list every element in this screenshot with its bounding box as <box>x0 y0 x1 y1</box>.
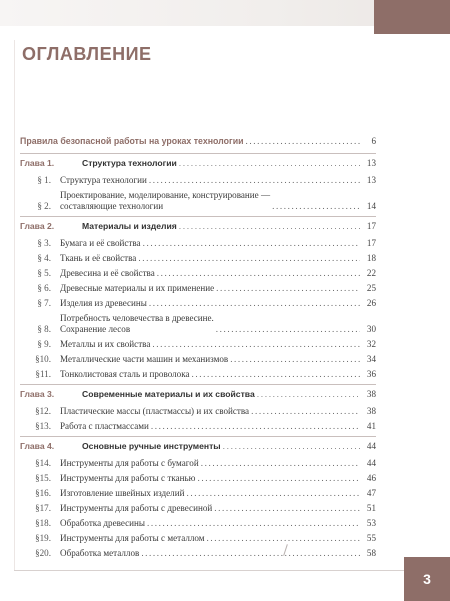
leader-dots <box>251 406 360 417</box>
section-number: §14. <box>35 458 51 468</box>
section-title-line: Проектирование, моделирование, конструирование — <box>60 190 271 200</box>
leader-dots <box>179 221 360 232</box>
toc-entry[interactable] <box>20 533 376 544</box>
toc-entry[interactable] <box>20 175 376 186</box>
chapter-title: Структура технологии <box>82 158 177 168</box>
section-page: 46 <box>366 473 376 483</box>
section-number: § 3. <box>37 238 51 248</box>
section-number: §18. <box>35 518 51 528</box>
toc-entry[interactable] <box>20 268 376 279</box>
leader-dots <box>197 473 360 484</box>
section-page: 18 <box>366 253 376 263</box>
leader-dots <box>272 201 360 212</box>
leader-dots <box>216 283 360 294</box>
section-page: 22 <box>366 268 376 278</box>
section-number: §17. <box>35 503 51 513</box>
section-title: Ткань и её свойства <box>60 253 137 263</box>
toc-entry[interactable] <box>20 518 376 529</box>
leader-dots <box>138 253 360 264</box>
section-number: § 7. <box>37 298 51 308</box>
chapter-group <box>20 153 376 212</box>
section-page: 53 <box>366 518 376 528</box>
section-title-line: составляющие технологии <box>60 201 164 211</box>
toc-entry[interactable] <box>20 473 376 484</box>
section-page: 13 <box>366 175 376 185</box>
section-number: §12. <box>35 406 51 416</box>
section-title: Изделия из древесины <box>60 298 147 308</box>
page-title: ОГЛАВЛЕНИЕ <box>22 44 152 64</box>
leader-dots <box>152 339 360 350</box>
section-page: 14 <box>366 201 376 211</box>
toc-entry[interactable] <box>20 339 376 350</box>
section-page: 30 <box>366 324 376 334</box>
leader-dots <box>141 548 360 559</box>
section-number: § 4. <box>37 253 51 263</box>
chapter-heading[interactable] <box>20 441 376 452</box>
chapter-page: 44 <box>366 441 376 451</box>
footer-rule <box>14 570 404 571</box>
leader-dots <box>151 421 360 432</box>
section-number: § 6. <box>37 283 51 293</box>
section-title: Изготовление швейных изделий <box>60 488 185 498</box>
leader-dots <box>216 324 360 335</box>
chapter-label: Глава 3. <box>20 389 55 399</box>
leader-dots <box>179 158 360 169</box>
leader-dots <box>147 518 360 529</box>
leader-dots <box>257 389 360 400</box>
section-title: Древесина и её свойства <box>60 268 155 278</box>
leader-dots <box>149 298 360 309</box>
toc-entry[interactable] <box>20 190 376 212</box>
section-page: 32 <box>366 339 376 349</box>
leader-dots <box>157 268 360 279</box>
toc-entry[interactable] <box>20 488 376 499</box>
table-of-contents <box>20 136 376 563</box>
chapter-label: Глава 2. <box>20 221 55 231</box>
section-title-line: Потребность человечества в древесине. <box>60 313 214 323</box>
chapter-page: 17 <box>366 221 376 231</box>
toc-entry[interactable] <box>20 238 376 249</box>
intro-entry[interactable] <box>20 136 376 147</box>
section-title: Инструменты для работы с тканью <box>60 473 196 483</box>
section-title <box>60 190 270 212</box>
leader-dots <box>192 369 360 380</box>
section-number: §11. <box>35 369 51 379</box>
section-title: Металлические части машин и механизмов <box>60 354 229 364</box>
section-title-line: Сохранение лесов <box>60 324 131 334</box>
section-page: 44 <box>366 458 376 468</box>
section-number: § 9. <box>37 339 51 349</box>
section-page: 51 <box>366 503 376 513</box>
section-number: §10. <box>35 354 51 364</box>
section-page: 34 <box>366 354 376 364</box>
section-title: Работа с пластмассами <box>60 421 149 431</box>
page-number: 3 <box>423 571 431 587</box>
leader-dots <box>230 354 360 365</box>
section-number: § 1. <box>37 175 51 185</box>
toc-entry[interactable] <box>20 298 376 309</box>
leader-dots <box>214 503 360 514</box>
leader-dots <box>207 533 360 544</box>
leader-dots <box>143 238 360 249</box>
section-title <box>60 313 214 335</box>
section-title: Бумага и её свойства <box>60 238 141 248</box>
section-title: Пластические массы (пластмассы) и их свойства <box>60 406 250 416</box>
chapter-heading[interactable] <box>20 221 376 232</box>
section-title: Металлы и их свойства <box>60 339 151 349</box>
leader-dots <box>201 458 360 469</box>
section-page: 38 <box>366 406 376 416</box>
chapter-page: 13 <box>366 158 376 168</box>
leader-dots <box>246 136 360 147</box>
section-page: 36 <box>366 369 376 379</box>
section-number: §20. <box>35 548 51 558</box>
section-page: 55 <box>366 533 376 543</box>
section-title: Обработка металлов <box>60 548 140 558</box>
section-title: Древесные материалы и их применение <box>60 283 215 293</box>
section-title: Инструменты для работы с металлом <box>60 533 205 543</box>
chapter-title: Современные материалы и их свойства <box>82 389 255 399</box>
corner-tab-top <box>374 0 450 34</box>
section-number: §19. <box>35 533 51 543</box>
leader-dots <box>149 175 360 186</box>
chapter-title: Материалы и изделия <box>82 221 177 231</box>
toc-entry[interactable] <box>20 283 376 294</box>
left-margin-line <box>14 40 15 570</box>
leader-dots <box>186 488 360 499</box>
section-page: 58 <box>366 548 376 558</box>
section-title: Тонколистовая сталь и проволока <box>60 369 190 379</box>
section-page: 26 <box>366 298 376 308</box>
section-number: §16. <box>35 488 51 498</box>
section-number: § 2. <box>37 201 51 211</box>
chapter-page: 38 <box>366 389 376 399</box>
intro-page: 6 <box>371 136 376 146</box>
chapter-title: Основные ручные инструменты <box>82 441 221 451</box>
leader-dots <box>223 441 360 452</box>
toc-entry[interactable] <box>20 548 376 559</box>
section-number: § 5. <box>37 268 51 278</box>
section-number: § 8. <box>37 324 51 334</box>
section-number: §15. <box>35 473 51 483</box>
toc-entry[interactable] <box>20 458 376 469</box>
section-page: 17 <box>366 238 376 248</box>
section-page: 25 <box>366 283 376 293</box>
toc-entry[interactable] <box>20 354 376 365</box>
toc-entry[interactable] <box>20 253 376 264</box>
chapter-label: Глава 1. <box>20 158 55 168</box>
toc-entry[interactable] <box>20 503 376 514</box>
chapter-heading[interactable] <box>20 158 376 169</box>
toc-entry[interactable] <box>20 369 376 380</box>
chapter-label: Глава 4. <box>20 441 55 451</box>
chapter-group <box>20 436 376 559</box>
section-title: Инструменты для работы с бумагой <box>60 458 199 468</box>
toc-entry[interactable] <box>20 313 376 335</box>
chapter-group <box>20 384 376 432</box>
intro-group <box>20 136 376 147</box>
section-page: 41 <box>366 421 376 431</box>
section-page: 47 <box>366 488 376 498</box>
section-title: Обработка древесины <box>60 518 145 528</box>
chapter-group <box>20 216 376 380</box>
toc-entry[interactable] <box>20 421 376 432</box>
chapter-heading[interactable] <box>20 389 376 400</box>
section-title: Инструменты для работы с древесиной <box>60 503 213 513</box>
toc-entry[interactable] <box>20 406 376 417</box>
section-title: Структура технологии <box>60 175 147 185</box>
intro-title: Правила безопасной работы на уроках технологии <box>20 136 244 146</box>
section-number: §13. <box>35 421 51 431</box>
